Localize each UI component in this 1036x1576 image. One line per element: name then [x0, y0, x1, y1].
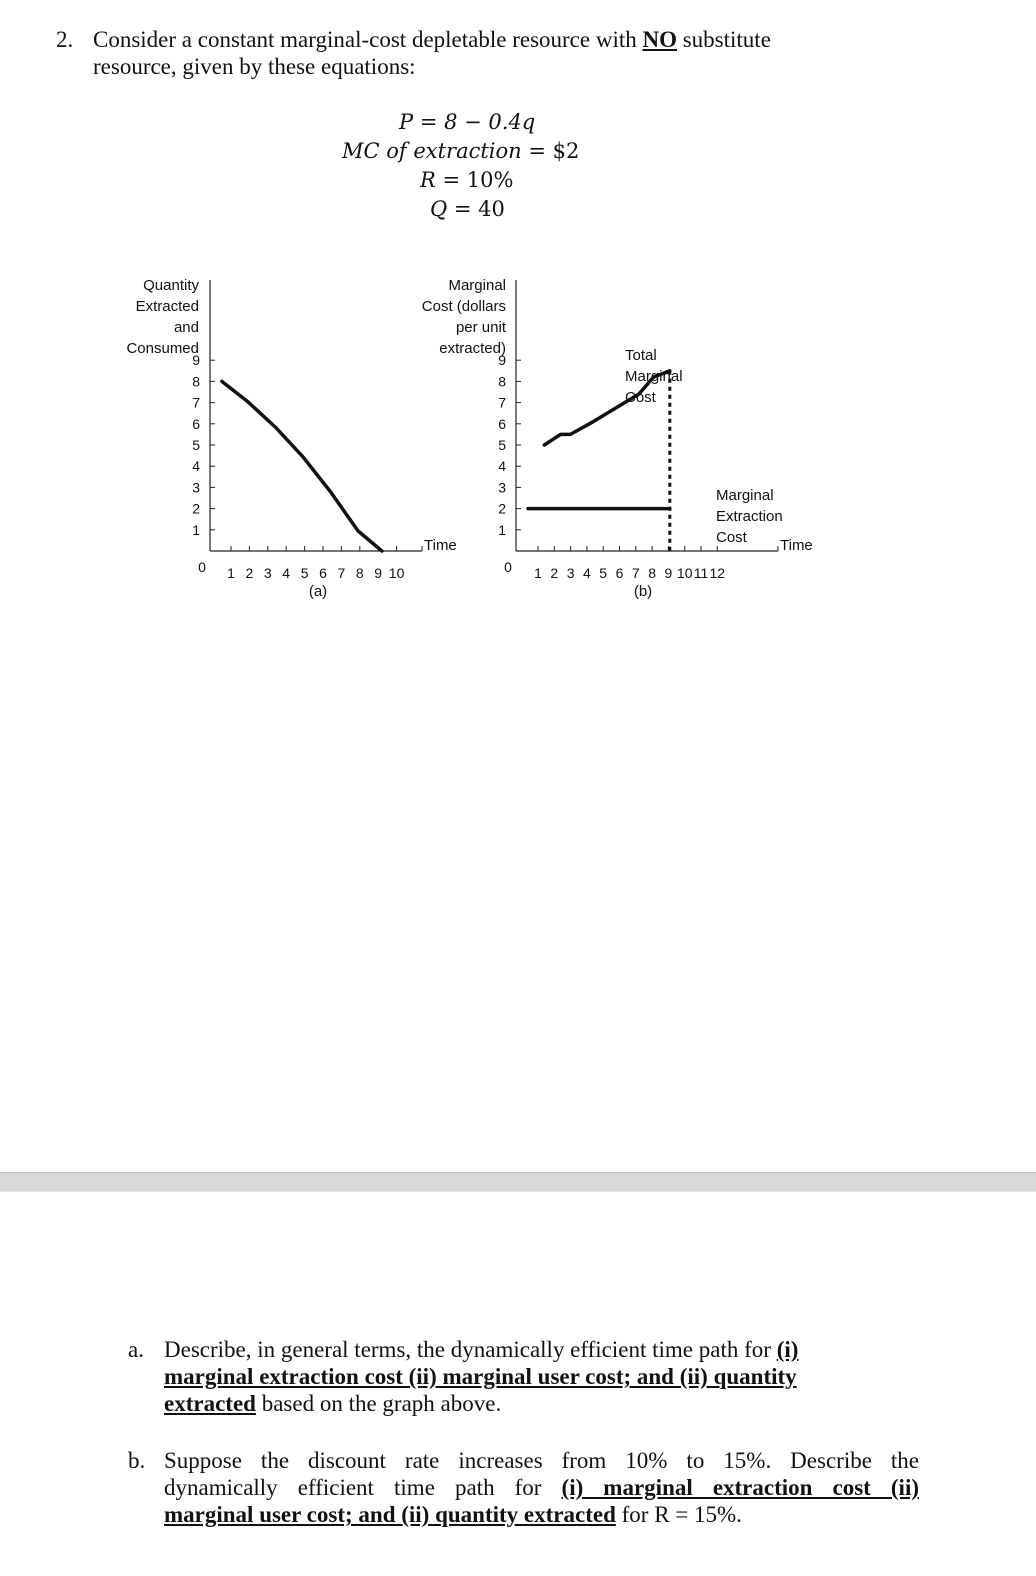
chart-b-y-tick-label: 7 [498, 394, 506, 411]
question-text-pre: Consider a constant marginal-cost depletable resource with [93, 27, 643, 52]
chart-a-y-label: Quantity [143, 277, 199, 294]
part-b-line2 [164, 1474, 919, 1501]
chart-a-x-tick-label: 10 [388, 565, 405, 581]
chart-b-y-label: per unit [455, 319, 506, 336]
chart-a-x-tick-label: 6 [319, 565, 327, 581]
part-b-line3-text: for R = 15%. [615, 1502, 742, 1527]
chart-b-x-tick-label: 2 [550, 565, 559, 581]
chart-a-y-label: Extracted [135, 298, 199, 315]
chart-b-y-tick-label: 1 [498, 521, 506, 538]
chart-a-x-tick-label: 9 [374, 565, 383, 581]
figure-charts [0, 260, 1036, 620]
chart-b-y-tick-label: 9 [498, 352, 506, 369]
part-a-text [164, 1336, 888, 1417]
chart-a-origin-label: 0 [198, 559, 206, 575]
chart-a-x-tick-label: 2 [245, 565, 254, 581]
equation-rate-rhs: = 10% [442, 168, 514, 192]
chart-b-series-label: Cost [716, 529, 747, 546]
part-b-line1: Suppose the discount rate increases from 10% to 15%. Describe the [164, 1448, 919, 1473]
equation-quantity-rhs: = 40 [453, 197, 505, 221]
question-text-line2: resource, given by these equations: [93, 54, 416, 79]
chart-a-x-tick-label: 1 [227, 565, 235, 581]
part-b-marker: b. [128, 1448, 146, 1473]
chart-a-x-label: Time [424, 537, 457, 554]
part-b-line2-underlined: (i) marginal extraction cost (ii) [561, 1475, 919, 1500]
part-b-line3 [164, 1501, 919, 1528]
equation-mc-lhs: MC of extraction [342, 139, 522, 163]
chart-a-y-label: Consumed [126, 340, 199, 357]
chart-b-y-label: Cost (dollars [421, 298, 506, 315]
chart-a-y-tick-label: 9 [192, 352, 200, 369]
part-b-line2-text: dynamically efficient time path for [164, 1475, 562, 1500]
chart-b-x-tick-label: 6 [615, 565, 624, 581]
equation-quantity-lhs: Q [430, 197, 448, 221]
chart-b-x-tick-label: 9 [664, 565, 673, 581]
question-text-line1 [93, 27, 771, 53]
part-a [128, 1336, 888, 1426]
chart-a-x-tick-label: 5 [300, 565, 309, 581]
chart-b-y-tick-label: 5 [498, 437, 506, 453]
chart-b-series-label: Marginal [625, 368, 683, 385]
part-b [128, 1447, 928, 1537]
chart-b-x-label: Time [780, 537, 813, 554]
chart-b-y-tick-label: 4 [498, 458, 506, 475]
chart-a-x-tick-label: 8 [355, 565, 364, 581]
chart-b-y-label: extracted) [439, 340, 506, 357]
equation-rate-lhs: R [420, 168, 436, 192]
part-a-line3-underlined: extracted [164, 1391, 256, 1416]
chart-b-origin-label: 0 [504, 559, 512, 575]
chart-b-y-tick-label: 3 [498, 479, 506, 496]
equation-rate [420, 168, 513, 192]
chart-a-x-tick-label: 3 [263, 565, 272, 581]
chart-b-series-label: Total [625, 347, 657, 364]
chart-a-y-label: and [173, 319, 199, 336]
chart-b-y-tick-label: 6 [498, 415, 506, 432]
chart-b-y-tick-label: 2 [498, 500, 506, 517]
chart-a-y-tick-label: 4 [192, 458, 200, 475]
chart-b-series-label: Marginal [716, 487, 774, 504]
chart-b-x-tick-label: 1 [534, 565, 542, 581]
chart-b-x-tick-label: 4 [583, 565, 591, 581]
part-b-line3-underlined: marginal user cost; and (ii) quantity extracted [164, 1502, 616, 1527]
page-divider [0, 1172, 1036, 1192]
part-a-line1-underlined: (i) [776, 1337, 799, 1362]
charts-svg [0, 260, 1036, 620]
part-a-line3 [164, 1390, 888, 1417]
chart-a-y-tick-label: 8 [192, 373, 200, 390]
equation-mc [342, 139, 579, 163]
part-a-marker: a. [128, 1337, 144, 1362]
question-emphasis: NO [642, 27, 677, 52]
part-a-line1-text: Describe, in general terms, the dynamically efficient time path for [164, 1337, 777, 1362]
chart-a-y-tick-label: 6 [192, 415, 200, 432]
equation-price-rhs: = 8 − 0.4q [419, 110, 536, 134]
chart-b-x-tick-label: 11 [693, 565, 709, 581]
chart-b-x-tick-label: 5 [599, 565, 608, 581]
chart-a-panel-label: (a) [308, 583, 328, 600]
equation-price-lhs: P [399, 110, 414, 134]
chart-a-y-tick-label: 5 [192, 437, 200, 453]
part-a-line2 [164, 1363, 888, 1390]
chart-b-panel-label: (b) [633, 583, 653, 600]
part-a-line3-text: based on the graph above. [255, 1391, 502, 1416]
chart-a-x-tick-label: 7 [337, 565, 346, 581]
chart-a-y-tick-label: 3 [192, 479, 200, 496]
chart-b-x-tick-label: 3 [566, 565, 575, 581]
chart-a-y-tick-label: 1 [192, 521, 200, 538]
equation-quantity [430, 197, 505, 221]
chart-b-y-label: Marginal [448, 277, 506, 294]
part-b-text [164, 1447, 919, 1528]
chart-b-x-tick-label: 10 [676, 565, 693, 581]
chart-a-x-tick-label: 4 [282, 565, 291, 581]
chart-b-series-label: Extraction [716, 508, 783, 525]
chart-b-y-tick-label: 8 [498, 373, 506, 390]
chart-b-x-tick-label: 8 [648, 565, 656, 581]
equation-price [399, 110, 535, 134]
question-number: 2. [56, 27, 74, 52]
chart-b-x-tick-label: 7 [631, 565, 640, 581]
chart-b-series-label: Cost [625, 389, 656, 406]
chart-a-y-tick-label: 2 [192, 500, 200, 517]
equation-mc-rhs: = $2 [528, 139, 580, 163]
question-text-post: substitute [676, 27, 771, 52]
chart-b-x-tick-label: 12 [709, 565, 726, 581]
part-a-line1 [164, 1336, 888, 1363]
chart-a-y-tick-label: 7 [192, 394, 200, 411]
chart-a-series-line [222, 381, 382, 551]
part-a-line2-underlined: marginal extraction cost (ii) marginal user cost; and (ii) quantity [164, 1364, 797, 1389]
